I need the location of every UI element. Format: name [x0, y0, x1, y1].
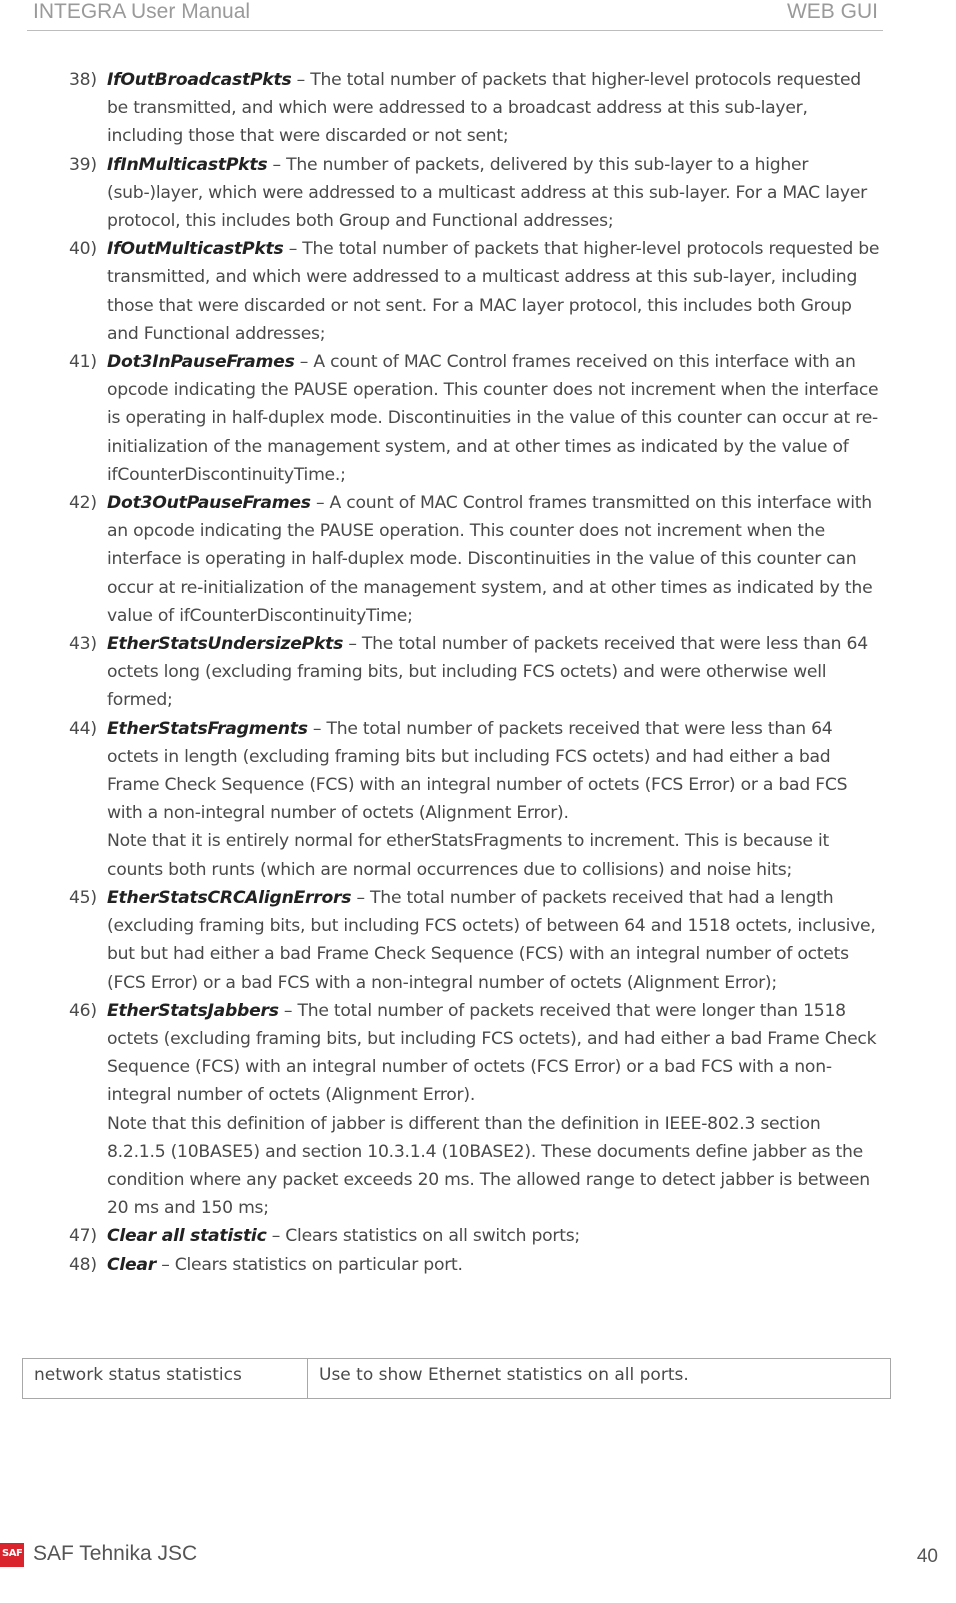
section-title: WEB GUI: [786, 0, 878, 23]
list-item: [0, 884, 882, 997]
item-description: The total number of packets received that were longer than 1518 octets (excluding framing bits, but including FCS octets), and had either a bad Frame Check Sequence (FCS) with an integral number of octets (FCS Error) or a bad FCS with a non-integral number of octets (Alignment Error).: [107, 1000, 877, 1106]
page-number: 40: [916, 1546, 938, 1567]
status-table: [22, 1358, 891, 1399]
item-description: The total number of packets that higher-level protocols requested be transmitted, and which were addressed to a multicast address at this sub-layer, including those that were discarded or not sent. For a MAC layer protocol, this includes both Group and Functional addresses;: [107, 239, 880, 344]
item-description: Clears statistics on all switch ports;: [285, 1226, 580, 1247]
item-number: 44): [69, 718, 97, 739]
item-description: The total number of packets received that were less than 64 octets in length (excluding framing bits but including FCS octets) and had either a bad Frame Check Sequence (FCS) with an integral number of octets (FCS Error) or a bad FCS with a non-integral number of octets (Alignment Error).: [107, 718, 848, 824]
item-number: 42): [69, 493, 97, 514]
company-name: SAF Tehnika JSC: [33, 1542, 198, 1565]
item-term: EtherStatsFragments: [107, 718, 308, 739]
item-number: 46): [69, 1000, 97, 1021]
item-separator: –: [266, 1226, 286, 1247]
item-term: EtherStatsJabbers: [107, 1000, 279, 1021]
list-item: [0, 997, 882, 1223]
table-row: [23, 1359, 891, 1399]
item-term: EtherStatsCRCAlignErrors: [107, 887, 352, 908]
item-number: 47): [69, 1226, 97, 1247]
item-term: Clear: [107, 1254, 156, 1275]
item-number: 39): [69, 154, 97, 175]
item-term: Dot3OutPauseFrames: [107, 493, 311, 514]
item-description: The total number of packets received that were less than 64 octets long (excluding framing bits, but including FCS octets) and were otherwise well formed;: [107, 634, 868, 711]
list-item: [0, 235, 882, 348]
item-number: 40): [69, 239, 97, 260]
item-separator: –: [351, 887, 371, 908]
item-number: 43): [69, 634, 97, 655]
item-separator: –: [283, 239, 303, 260]
company-logo: [0, 1543, 24, 1567]
item-term: EtherStatsUndersizePkts: [107, 634, 344, 655]
item-description: Clears statistics on particular port.: [174, 1254, 463, 1275]
item-separator: –: [156, 1254, 175, 1275]
list-item: [0, 348, 882, 489]
item-number: 48): [69, 1254, 97, 1275]
item-number: 38): [69, 70, 97, 90]
list-item: [0, 1222, 882, 1250]
item-description: The number of packets, delivered by this sub-layer to a higher (sub-)layer, which were addressed to a multicast address at this sub-layer. For a MAC layer protocol, this includes both Group and Functional addresses;: [107, 154, 867, 232]
item-description: The total number of packets received that had a length (excluding framing bits, but including FCS octets) of between 64 and 1518 octets, inclusive, but but had either a bad Frame Check Sequence (FCS) with an integral number of octets (FCS Error) or a bad FCS with a non-integral number of octets (Alignment Error);: [107, 887, 876, 993]
item-separator: –: [267, 154, 287, 175]
item-description: The total number of packets that higher-level protocols requested be transmitted, and which were addressed to a broadcast address at this sub-layer, including those that were discarded or not sent;: [107, 70, 861, 147]
list-item: [0, 630, 882, 715]
list-item: [0, 489, 882, 630]
definition-list: [0, 66, 956, 1279]
table-cell-description: Use to show Ethernet statistics on all ports.: [308, 1359, 891, 1399]
item-separator: –: [310, 493, 330, 514]
page-header: [27, 0, 883, 31]
item-term: Dot3InPauseFrames: [107, 352, 295, 373]
item-separator: –: [278, 1000, 298, 1021]
item-description: A count of MAC Control frames transmitted on this interface with an opcode indicating the PAUSE operation. This counter does not increment when the interface is operating in half-duplex mode. Discontinuities in the value of this counter can occur at re-initialization of the management system, and at other times as indicated by the value of ifCounterDiscontinuityTime;: [107, 493, 873, 626]
item-separator: –: [343, 634, 362, 655]
item-separator: –: [291, 70, 311, 90]
logo-text: SAF: [2, 1548, 23, 1559]
manual-title: INTEGRA User Manual: [33, 0, 251, 23]
item-term: IfOutMulticastPkts: [107, 239, 284, 260]
item-description: A count of MAC Control frames received on this interface with an opcode indicating the PAUSE operation. This counter does not increment when the interface is operating in half-duplex mode. Discontinuities in the value of this counter can occur at re-initialization of the management system, and at other times as indicated by the value of ifCounterDiscontinuityTime.;: [107, 352, 879, 485]
item-separator: –: [294, 352, 314, 373]
list-item: [0, 151, 882, 236]
item-number: 45): [69, 887, 97, 908]
table-cell-name: network status statistics: [23, 1359, 308, 1399]
item-term: IfInMulticastPkts: [107, 154, 268, 175]
item-term: IfOutBroadcastPkts: [107, 70, 292, 90]
list-item: [0, 715, 882, 884]
item-term: Clear all statistic: [107, 1226, 267, 1247]
item-note: Note that this definition of jabber is different than the definition in IEEE-802.3 section 8.2.1.5 (10BASE5) and section 10.3.1.4 (10BASE2). These documents define jabber as the condition where any packet exceeds 20 ms. The allowed range to detect jabber is between 20 ms and 150 ms;: [107, 1113, 870, 1219]
item-note: Note that it is entirely normal for etherStatsFragments to increment. This is because it counts both runts (which are normal occurrences due to collisions) and noise hits;: [107, 831, 829, 880]
item-number: 41): [69, 352, 97, 373]
list-item: [0, 66, 882, 151]
list-item: [0, 1251, 882, 1279]
item-separator: –: [307, 718, 327, 739]
